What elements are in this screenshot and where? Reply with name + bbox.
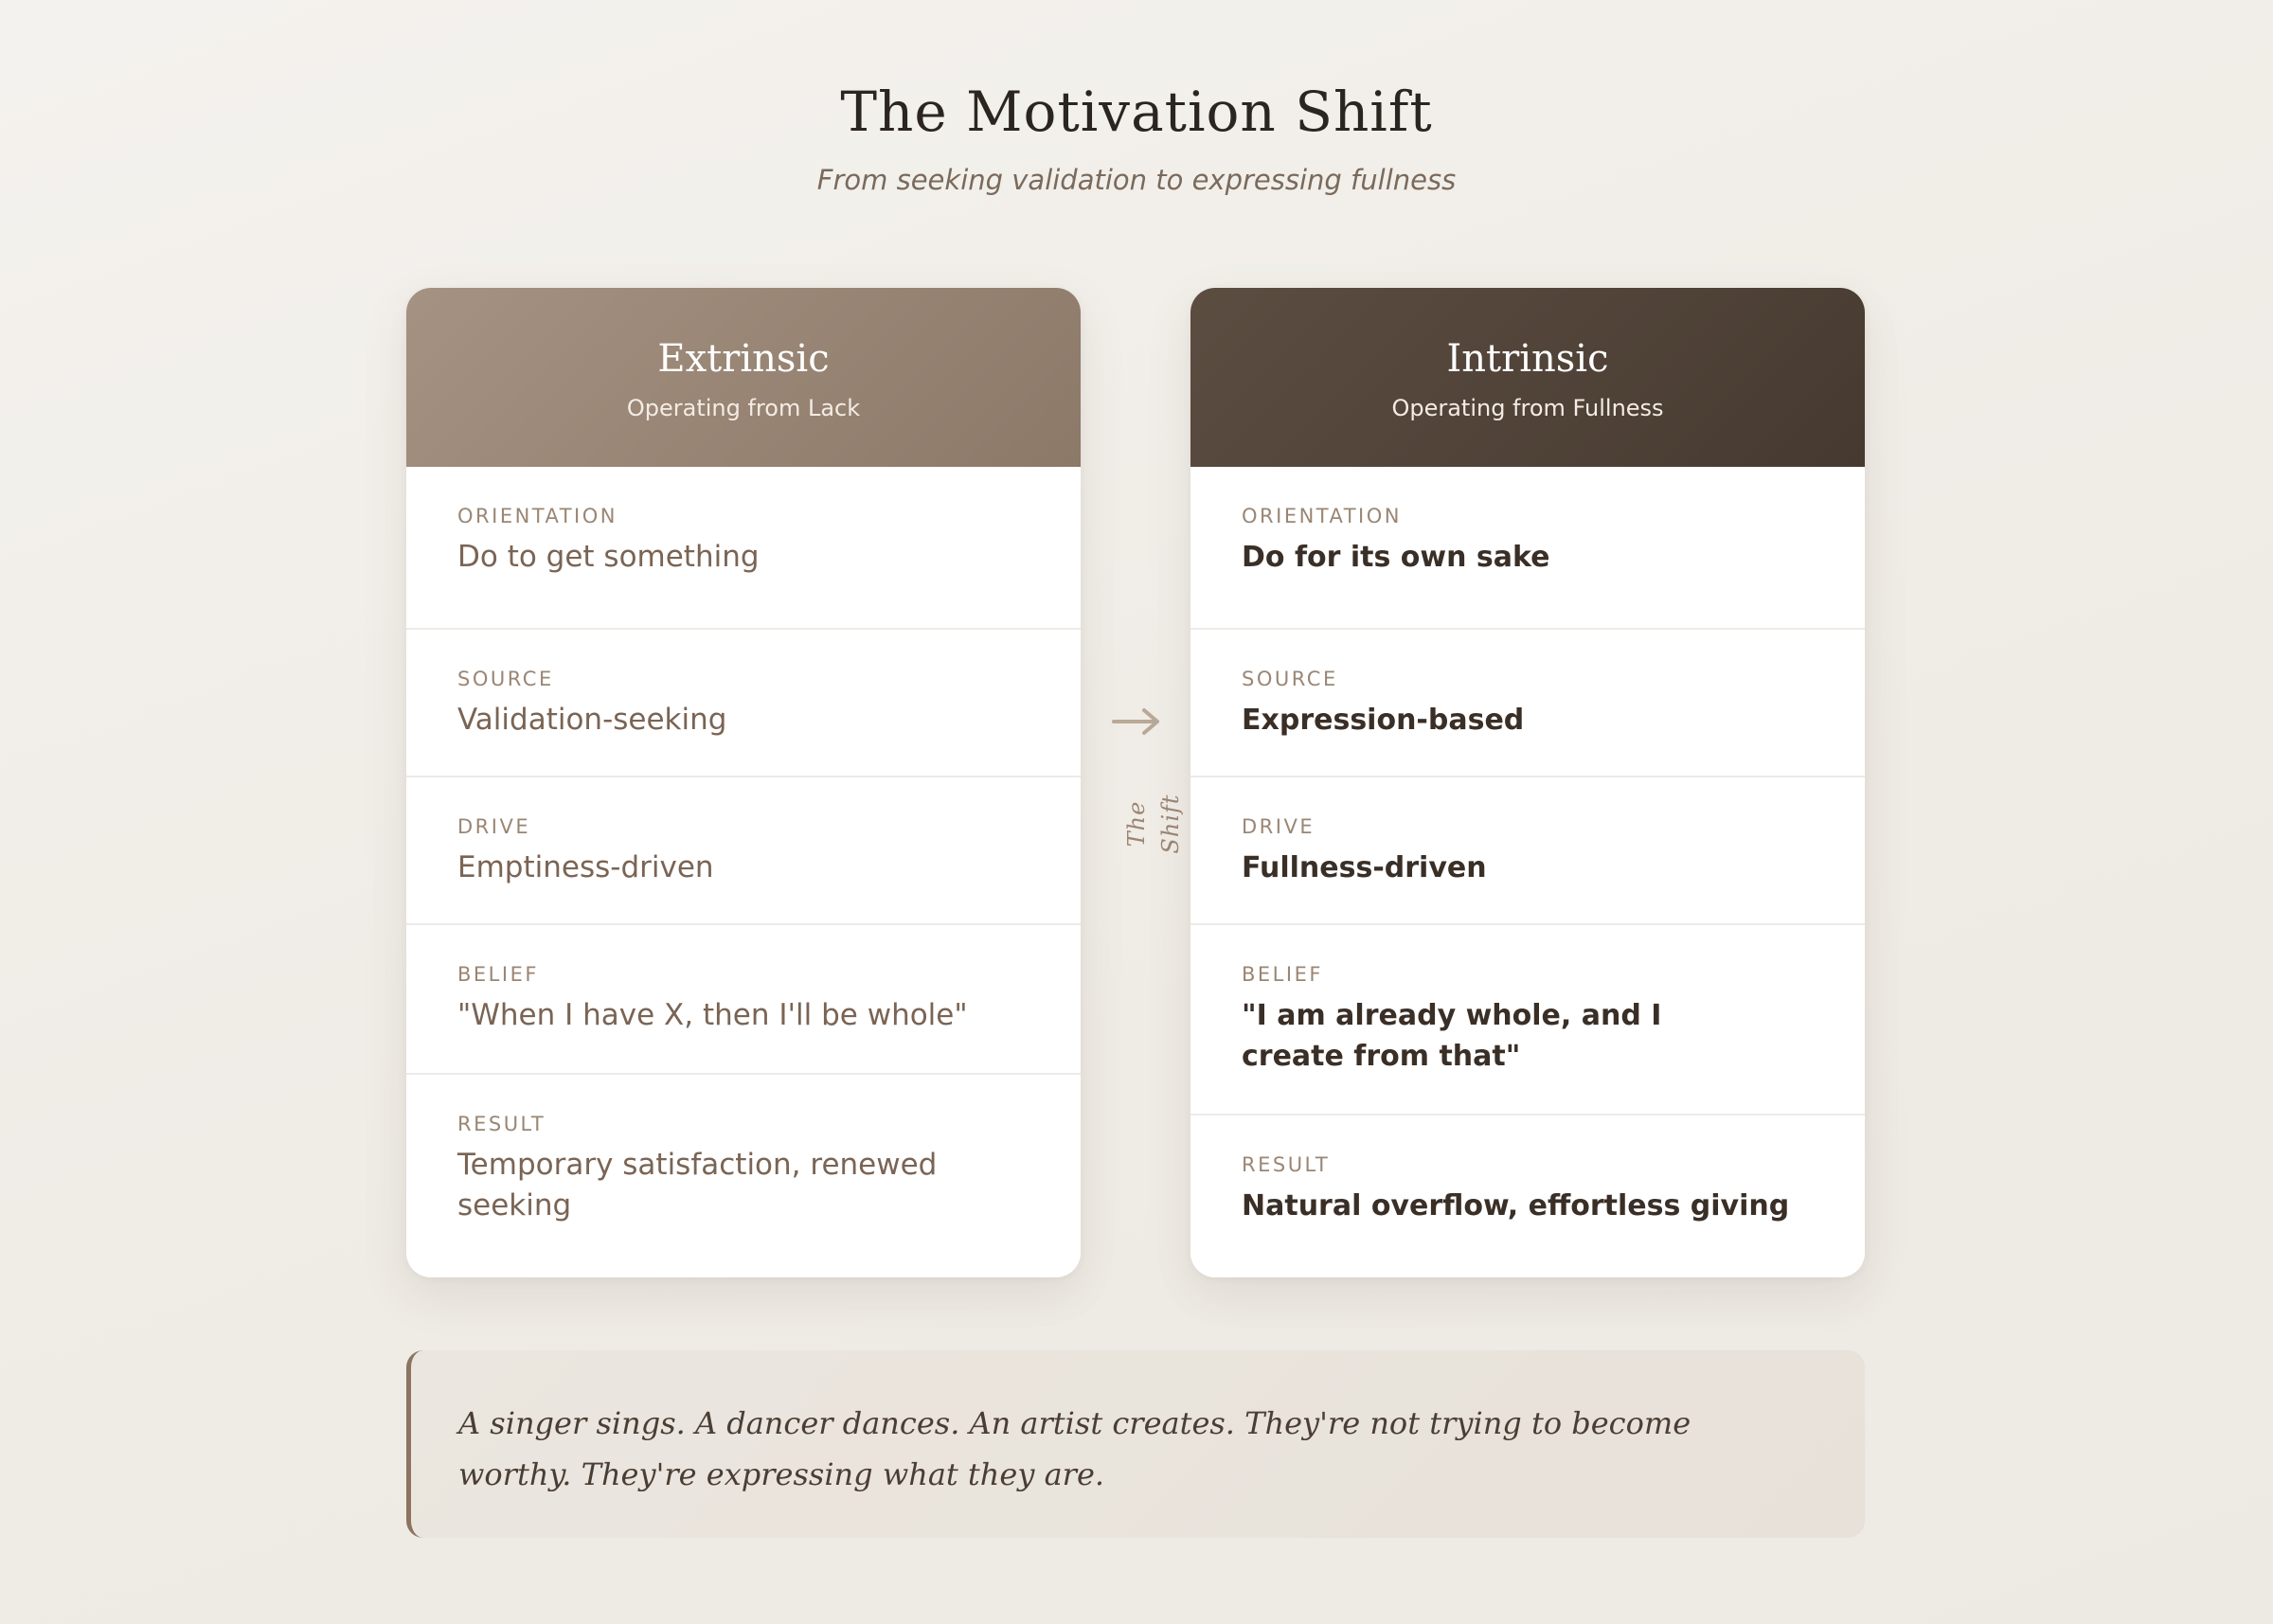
- row-value: Validation-seeking: [457, 703, 727, 737]
- row-label: BELIEF: [457, 963, 539, 986]
- intrinsic-row-source: [1190, 630, 1865, 777]
- row-value: Emptiness-driven: [457, 850, 714, 884]
- intrinsic-card-subtitle: Operating from Fullness: [1391, 395, 1664, 421]
- extrinsic-row-source: [406, 630, 1081, 777]
- row-label: ORIENTATION: [1242, 505, 1402, 527]
- row-label: SOURCE: [1242, 668, 1338, 690]
- page-title: The Motivation Shift: [840, 80, 1433, 144]
- row-label: BELIEF: [1242, 963, 1323, 986]
- intrinsic-card: [1190, 288, 1865, 1277]
- page-subtitle: From seeking validation to expressing fullness: [816, 164, 1457, 196]
- extrinsic-card-title: Extrinsic: [657, 337, 830, 381]
- row-value: Do for its own sake: [1242, 541, 1550, 574]
- extrinsic-row-orientation: [406, 467, 1081, 630]
- extrinsic-card: [406, 288, 1081, 1277]
- arrow-right-icon: [1110, 703, 1163, 741]
- row-label: DRIVE: [1242, 815, 1315, 838]
- intrinsic-card-title: Intrinsic: [1446, 337, 1609, 381]
- row-label: DRIVE: [457, 815, 531, 838]
- quote-block: A singer sings. A dancer dances. An artist creates. They're not trying to become worthy. They're expressing what they are.: [406, 1350, 1865, 1538]
- intrinsic-row-orientation: [1190, 467, 1865, 630]
- row-value: Expression-based: [1242, 704, 1525, 737]
- extrinsic-row-belief: [406, 925, 1081, 1075]
- row-label: RESULT: [1242, 1153, 1331, 1176]
- row-value: Temporary satisfaction, renewed seeking: [457, 1148, 938, 1222]
- extrinsic-row-drive: [406, 777, 1081, 925]
- intrinsic-row-belief: [1190, 925, 1865, 1115]
- intrinsic-row-drive: [1190, 777, 1865, 925]
- row-value: Do to get something: [457, 540, 760, 574]
- intrinsic-card-header: [1190, 288, 1865, 467]
- extrinsic-card-header: [406, 288, 1081, 467]
- intrinsic-row-result: [1190, 1115, 1865, 1277]
- extrinsic-row-result: [406, 1075, 1081, 1277]
- row-value: Fullness-driven: [1242, 851, 1487, 884]
- row-value: "When I have X, then I'll be whole": [457, 998, 968, 1032]
- row-value: Natural overflow, effortless giving: [1242, 1189, 1790, 1222]
- extrinsic-card-subtitle: Operating from Lack: [626, 395, 861, 421]
- row-value: "I am already whole, and I create from that": [1242, 999, 1662, 1073]
- row-label: RESULT: [457, 1113, 546, 1135]
- row-label: SOURCE: [457, 668, 554, 690]
- row-label: ORIENTATION: [457, 505, 617, 527]
- shift-label: The Shift: [1123, 794, 1184, 854]
